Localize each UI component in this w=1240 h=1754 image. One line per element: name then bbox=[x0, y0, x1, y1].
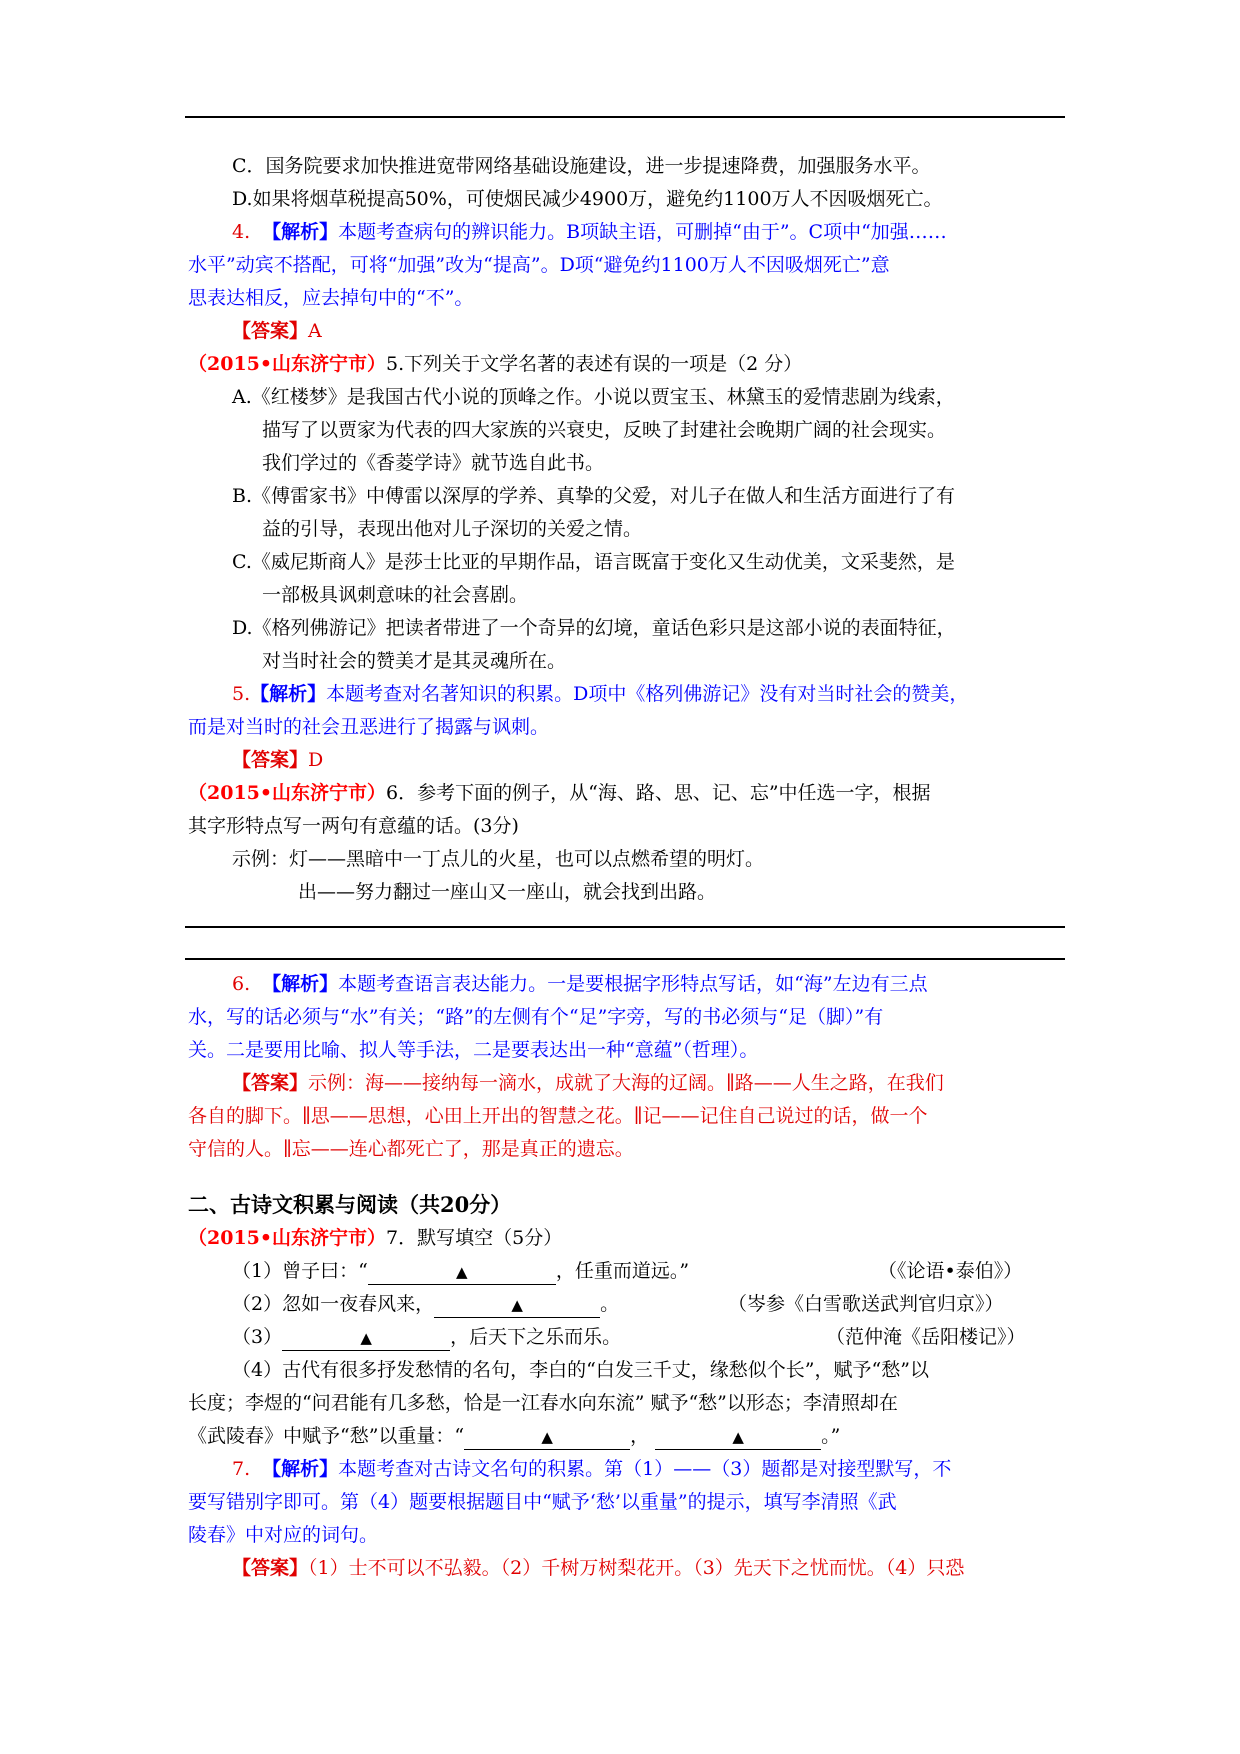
blank-triangle-icon: ▲ bbox=[541, 1428, 553, 1446]
q5-option-c-l1: C.《威尼斯商人》是莎士比亚的早期作品，语言既富于变化又生动优美，文采斐然，是 bbox=[232, 551, 955, 573]
q7-s4-pre: 《武陵春》中赋予“愁”以重量：“ bbox=[188, 1425, 465, 1447]
q7-answer-value: （1）士不可以不弘毅。（2）千树万树梨花开。（3）先天下之忧而忧。（4）只恐 bbox=[308, 1557, 965, 1579]
q6-answer-l3: 守信的人。∥忘——连心都死亡了，那是真正的遗忘。 bbox=[188, 1138, 634, 1160]
q7-item-4-l3 bbox=[188, 1420, 1066, 1453]
q4-tag: 【解析】 bbox=[262, 221, 339, 243]
q7-blank-3[interactable] bbox=[282, 1326, 450, 1351]
q6-num: 6. bbox=[232, 973, 251, 995]
q4-answer-value: A bbox=[308, 320, 322, 342]
top-rule bbox=[185, 116, 1065, 118]
q7-s4-post: 。” bbox=[821, 1425, 841, 1447]
q7-blank-5[interactable] bbox=[655, 1425, 821, 1450]
q5-num: 5. bbox=[232, 683, 251, 705]
q7-analysis-l2: 要写错别字即可。第（4）题要根据题目中“赋予‘愁’以重量”的提示，填写李清照《武 bbox=[188, 1491, 897, 1513]
q5-option-b-l1: B.《傅雷家书》中傅雷以深厚的学养、真挚的父爱，对儿子在做人和生活方面进行了有 bbox=[232, 485, 956, 507]
q6-stem bbox=[188, 777, 1066, 810]
q7-source: （2015•山东济宁市） bbox=[188, 1227, 387, 1249]
q7-num: 7. bbox=[232, 1458, 251, 1480]
q4-analysis-l2: 水平”动宾不搭配，可将“加强”改为“提高”。D项“避免约1100万人不因吸烟死亡”意 bbox=[188, 254, 890, 276]
q5-option-a-l1: A.《红楼梦》是我国古代小说的顶峰之作。小说以贾宝玉、林黛玉的爱情悲剧为线索， bbox=[232, 386, 955, 408]
q7-s1-post: ，任重而道远。” bbox=[555, 1260, 690, 1282]
q7-blank-4[interactable] bbox=[464, 1425, 630, 1450]
blank-triangle-icon: ▲ bbox=[511, 1296, 523, 1314]
q5-option-b-l2: 益的引导，表现出他对儿子深切的关爱之情。 bbox=[262, 518, 643, 540]
q5-option-a-l2: 描写了以贾家为代表的四大家族的兴衰史，反映了封建社会晚期广阔的社会现实。 bbox=[262, 419, 947, 441]
q6-analysis-l2: 水，写的话必须与“水”有关；“路”的左侧有个“足”字旁，写的书必须与“足（脚）”有 bbox=[188, 1006, 884, 1028]
q7-analysis bbox=[232, 1453, 1066, 1486]
q5-stem bbox=[188, 348, 1066, 381]
q7-s2-post: 。 bbox=[600, 1293, 620, 1315]
q7-stem bbox=[188, 1222, 1066, 1255]
q5-analysis-l2: 而是对当时的社会丑恶进行了揭露与讽刺。 bbox=[188, 716, 550, 738]
q7-answer bbox=[232, 1552, 1066, 1585]
q7-analysis-l3: 陵春》中对应的词句。 bbox=[188, 1524, 379, 1546]
q5-answer-tag: 【答案】 bbox=[232, 749, 309, 771]
q7-item-4-l2: 长度；李煜的“问君能有几多愁，恰是一江春水向东流” 赋予“愁”以形态；李清照却在 bbox=[188, 1392, 898, 1414]
q7-blank-2[interactable] bbox=[434, 1293, 600, 1318]
q7-s3-cite: （范仲淹《岳阳楼记》） bbox=[826, 1326, 1026, 1348]
blank-triangle-icon: ▲ bbox=[360, 1329, 372, 1347]
q6-answer-l2: 各自的脚下。∥思——思想，心田上开出的智慧之花。∥记——记住自己说过的话，做一个 bbox=[188, 1105, 928, 1127]
q7-item-4-l1: （4）古代有很多抒发愁情的名句，李白的“白发三千丈，缘愁似个长”，赋予“愁”以 bbox=[232, 1359, 929, 1381]
q5-analysis-l1: 本题考查对名著知识的积累。D项中《格列佛游记》没有对当时社会的赞美， bbox=[326, 683, 969, 705]
q6-answer-tag: 【答案】 bbox=[232, 1072, 309, 1094]
q4-analysis bbox=[232, 216, 1066, 249]
q7-answer-tag: 【答案】 bbox=[232, 1557, 309, 1579]
q5-tag: 【解析】 bbox=[250, 683, 327, 705]
q6-answer-l1: 示例：海——接纳每一滴水，成就了大海的辽阔。∥路——人生之路，在我们 bbox=[308, 1072, 944, 1094]
q6-analysis-l1: 本题考查语言表达能力。一是要根据字形特点写话，如“海”左边有三点 bbox=[338, 973, 928, 995]
q7-tag: 【解析】 bbox=[262, 1458, 339, 1480]
q7-s3-post: ，后天下之乐而乐。 bbox=[450, 1326, 622, 1348]
answer-line-1 bbox=[185, 926, 1065, 928]
q5-analysis bbox=[232, 678, 1066, 711]
q4-analysis-l1: 本题考查病句的辨识能力。B项缺主语，可删掉“由于”。C项中“加强…… bbox=[338, 221, 947, 243]
q6-analysis-l3: 关。二是要用比喻、拟人等手法，二是要表达出一种“意蕴”（哲理）。 bbox=[188, 1039, 759, 1061]
q5-stem-text: 5.下列关于文学名著的表述有误的一项是（2 分） bbox=[386, 353, 803, 375]
option-c: C．国务院要求加快推进宽带网络基础设施建设，进一步提速降费，加强服务水平。 bbox=[232, 155, 931, 177]
q7-s1-cite: （《论语•泰伯》） bbox=[878, 1260, 1023, 1282]
q6-source: （2015•山东济宁市） bbox=[188, 782, 387, 804]
q7-stem-text: 7．默写填空（5分） bbox=[386, 1227, 563, 1249]
q6-stem-l2: 其字形特点写一两句有意蕴的话。(3分) bbox=[188, 815, 519, 837]
q6-example-l2: 出——努力翻过一座山又一座山，就会找到出路。 bbox=[298, 881, 717, 903]
answer-line-2 bbox=[185, 958, 1065, 960]
q4-answer-tag: 【答案】 bbox=[232, 320, 309, 342]
q5-option-a-l3: 我们学过的《香菱学诗》就节选自此书。 bbox=[262, 452, 605, 474]
q6-answer bbox=[232, 1067, 1066, 1100]
q7-s2-pre: （2）忽如一夜春风来， bbox=[232, 1293, 435, 1315]
q6-analysis bbox=[232, 968, 1066, 1001]
q4-analysis-l3: 思表达相反，应去掉句中的“不”。 bbox=[188, 287, 474, 309]
q4-answer bbox=[232, 315, 1066, 348]
blank-triangle-icon: ▲ bbox=[456, 1263, 468, 1281]
q6-stem-l1: 6．参考下面的例子，从“海、路、思、记、忘”中任选一字，根据 bbox=[386, 782, 931, 804]
q7-s4-mid: ， bbox=[630, 1425, 650, 1447]
q7-s2-cite: （岑参《白雪歌送武判官归京》） bbox=[728, 1293, 1004, 1315]
q4-num: 4. bbox=[232, 221, 251, 243]
q6-tag: 【解析】 bbox=[262, 973, 339, 995]
q5-source: （2015•山东济宁市） bbox=[188, 353, 387, 375]
q7-blank-1[interactable] bbox=[368, 1260, 556, 1285]
q5-answer-value: D bbox=[308, 749, 324, 771]
q7-s3-pre: （3） bbox=[232, 1326, 283, 1348]
section-heading: 二、古诗文积累与阅读（共20分） bbox=[188, 1192, 512, 1217]
blank-triangle-icon: ▲ bbox=[732, 1428, 744, 1446]
q5-option-d-l2: 对当时社会的赞美才是其灵魂所在。 bbox=[262, 650, 567, 672]
q6-example-l1: 示例：灯——黑暗中一丁点儿的火星，也可以点燃希望的明灯。 bbox=[232, 848, 765, 870]
q5-option-d-l1: D.《格列佛游记》把读者带进了一个奇异的幻境，童话色彩只是这部小说的表面特征， bbox=[232, 617, 956, 639]
q5-option-c-l2: 一部极具讽刺意味的社会喜剧。 bbox=[262, 584, 529, 606]
option-d: D.如果将烟草税提高50%，可使烟民减少4900万，避免约1100万人不因吸烟死亡。 bbox=[232, 188, 943, 210]
q7-analysis-l1: 本题考查对古诗文名句的积累。第（1）——（3）题都是对接型默写，不 bbox=[338, 1458, 952, 1480]
q7-s1-pre: （1）曾子曰：“ bbox=[232, 1260, 368, 1282]
q5-answer bbox=[232, 744, 1066, 777]
